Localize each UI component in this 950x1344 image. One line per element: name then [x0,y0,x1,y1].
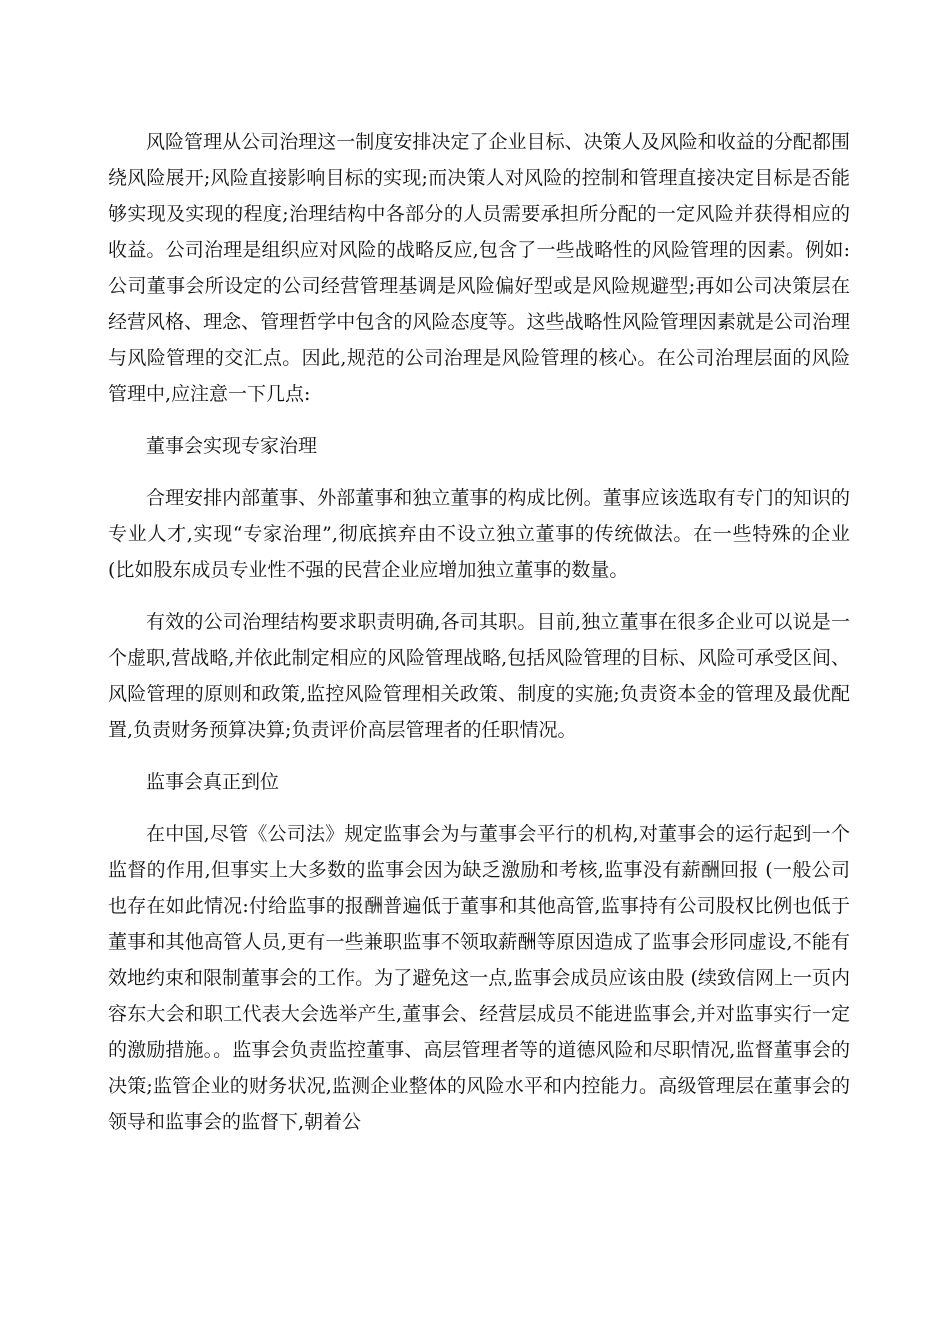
document-body [108,124,850,1140]
paragraph-board-composition: 合理安排内部董事、外部董事和独立董事的构成比例。董事应该选取有专门的知识的专业人才,实现“专家治理”,彻底摈弃由不设立独立董事的传统做法。在一些特殊的企业 (比如股东成员专业性不强的民营企业应增加独立董事的数量。 [108,487,850,581]
section-heading-supervisory: 监事会真正到位 [146,771,280,793]
paragraph-board-duties: 有效的公司治理结构要求职责明确,各司其职。目前,独立董事在很多企业可以说是一个虚职,营战略,并依此制定相应的风险管理战略,包括风险管理的目标、风险可承受区间、风险管理的原则和政策,监控风险管理相关政策、制度的实施;负责资本金的管理及最优配置,负责财务预算决算;负责评价高层管理者的任职情况。 [108,611,850,741]
paragraph-intro: 风险管理从公司治理这一制度安排决定了企业目标、决策人及风险和收益的分配都围绕风险展开;风险直接影响目标的实现;而决策人对风险的控制和管理直接决定目标是否能够实现及实现的程度;治理结构中各部分的人员需要承担所分配的一定风险并获得相应的收益。公司治理是组织应对风险的战略反应,包含了一些战略性的风险管理的因素。例如:公司董事会所设定的公司经营管理基调是风险偏好型或是风险规避型;再如公司决策层在经营风格、理念、管理哲学中包含的风险态度等。这些战略性风险管理因素就是公司治理与风险管理的交汇点。因此,规范的公司治理是风险管理的核心。在公司治理层面的风险管理中,应注意一下几点: [108,131,850,405]
paragraph-supervisory-board: 在中国,尽管《公司法》规定监事会为与董事会平行的机构,对董事会的运行起到一个监督的作用,但事实上大多数的监事会因为缺乏激励和考核,监事没有薪酬回报 (一般公司也存在如此情况:付给监事的报酬普遍低于董事和其他高管,监事持有公司股权比例也低于董事和其他高管人员,更有一些兼职监事不领取薪酬等原因造成了监事会形同虚设,不能有效地约束和限制董事会的工作。为了避免这一点,监事会成员应该由股 (续致信网上一页内容东大会和职工代表大会选举产生,董事会、经营层成员不能进监事会,并对监事实行一定的激励措施。。监事会负责监控董事、高层管理者等的道德风险和尽职情况,监督董事会的决策;监管企业的财务状况,监测企业整体的风险水平和内控能力。高级管理层在董事会的领导和监事会的监督下,朝着公 [108,823,850,1133]
section-heading-board: 董事会实现专家治理 [146,435,318,457]
